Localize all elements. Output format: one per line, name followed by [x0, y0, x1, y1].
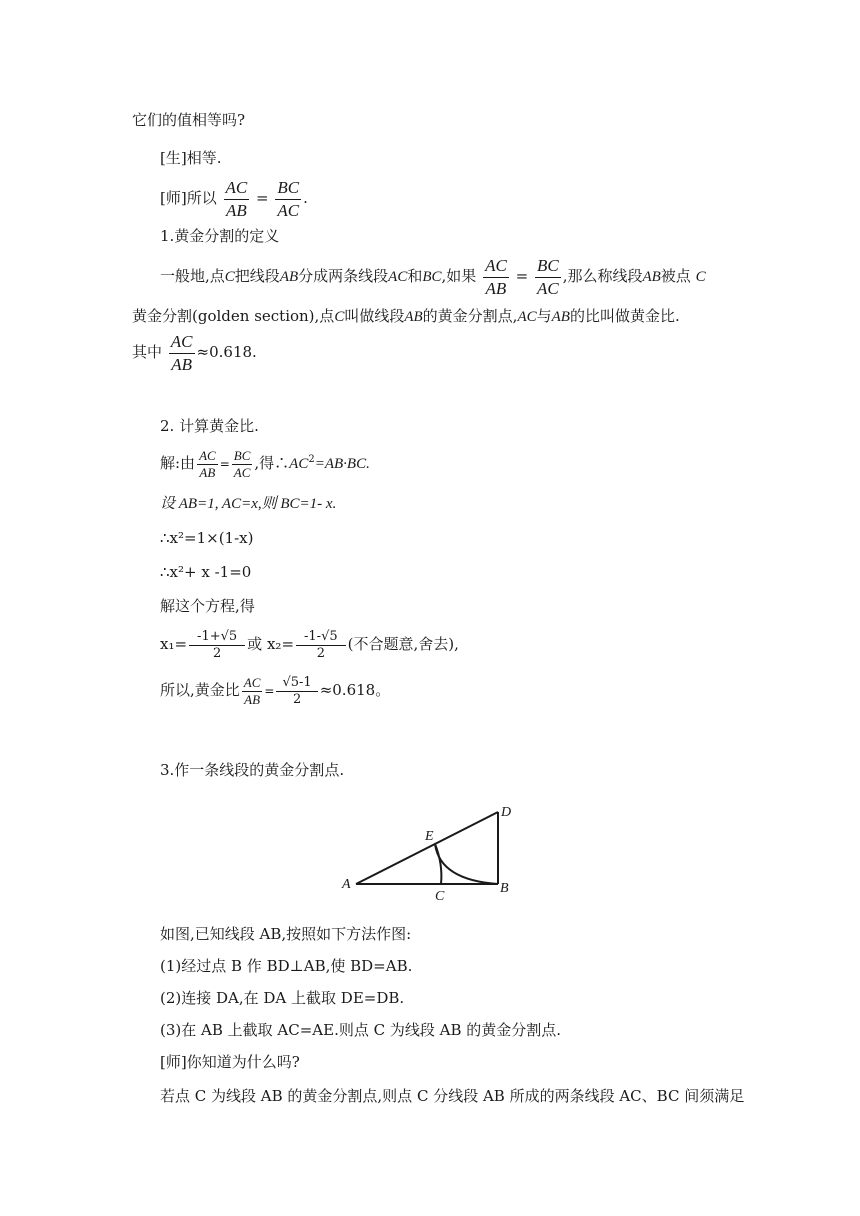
- text: 和: [407, 267, 423, 285]
- text: [师]所以: [160, 189, 217, 207]
- denominator: AB: [171, 354, 193, 374]
- text: ,得∴: [254, 454, 290, 472]
- text: 如图,已知线段 AB,按照如下方法作图:: [160, 925, 412, 943]
- text: (1)经过点 B 作 BD⊥AB,使 BD=AB.: [160, 957, 413, 975]
- paragraph-ratio: [160, 670, 390, 711]
- numerator: BC: [535, 255, 561, 278]
- fraction-ac-ab: [242, 675, 263, 708]
- numerator: AC: [169, 331, 195, 354]
- fraction-bc-ac: [275, 177, 301, 222]
- text: 2. 计算黄金比.: [160, 417, 259, 435]
- text: ≈0.618。: [319, 681, 391, 699]
- paragraph-solve: [160, 596, 255, 616]
- heading-definition: [160, 226, 279, 246]
- numerator: √5-1: [276, 675, 317, 692]
- paragraph-set: [160, 494, 336, 514]
- text: 所以,黄金比: [160, 681, 240, 699]
- fraction-ac-ab: [483, 255, 509, 300]
- text: ∴x²+ x -1=0: [160, 563, 252, 581]
- text: ,如果: [441, 267, 477, 285]
- heading-construct: [160, 760, 344, 780]
- numerator: -1-√5: [296, 629, 346, 646]
- paragraph-last: [160, 1086, 744, 1106]
- text: 其中: [132, 343, 163, 361]
- text: x₂=: [266, 635, 295, 653]
- arc-de: [435, 844, 498, 884]
- denominator: 2: [292, 691, 302, 707]
- paragraph-step1: [160, 956, 412, 976]
- fraction-bc-ac: [232, 448, 253, 481]
- equals-sign: =: [256, 189, 269, 207]
- text: 一般地,点: [160, 267, 225, 285]
- label-a: A: [342, 877, 351, 892]
- text: 解这个方程,得: [160, 597, 255, 615]
- paragraph-definition-1: [160, 254, 706, 300]
- text: 或: [247, 635, 263, 653]
- paragraph-question: [132, 110, 245, 130]
- text: AC: [517, 309, 537, 325]
- equals-sign: =: [264, 684, 275, 698]
- label-c: C: [435, 889, 445, 902]
- text: BC: [422, 269, 442, 285]
- fraction-ac-ab: [224, 177, 250, 222]
- paragraph-definition-2: [132, 306, 680, 327]
- denominator: AB: [244, 691, 261, 707]
- paragraph-teacher-question: [160, 1052, 300, 1072]
- text: 解:由: [160, 454, 196, 472]
- text: 它们的值相等吗?: [132, 111, 246, 129]
- numerator: BC: [275, 177, 301, 200]
- text: 若点 C 为线段 AB 的黄金分割点,则点 C 分线段 AB 所成的两条线段 AC、BC 间须满足: [160, 1087, 745, 1105]
- paragraph-roots: [160, 624, 459, 664]
- paragraph-student-answer: [160, 148, 221, 168]
- label-e: E: [425, 829, 434, 844]
- numerator: AC: [483, 255, 509, 278]
- denominator: AC: [536, 278, 559, 298]
- golden-section-figure: [340, 802, 520, 902]
- text: AB: [642, 269, 661, 285]
- text: ,那么称线段: [562, 267, 643, 285]
- text: AB: [404, 309, 423, 325]
- equals-sign: =: [219, 457, 230, 471]
- text: =AB·BC.: [314, 456, 370, 472]
- denominator: AC: [277, 200, 300, 220]
- fraction-ac-ab: [197, 448, 218, 481]
- text: [师]你知道为什么吗?: [160, 1053, 300, 1071]
- text: 的比叫做黄金比.: [569, 307, 680, 325]
- fraction-bc-ac: [535, 255, 561, 300]
- denominator: 2: [316, 645, 325, 661]
- label-b: B: [500, 881, 509, 896]
- text: AB: [279, 269, 299, 285]
- denominator: AC: [233, 464, 251, 480]
- denominator: AB: [199, 464, 216, 480]
- label-d: D: [501, 805, 512, 820]
- numerator: AC: [243, 674, 261, 690]
- paragraph-definition-3: [132, 330, 257, 376]
- fraction-ac-ab: [169, 331, 195, 376]
- numerator: BC: [233, 447, 251, 463]
- text: ≈0.618.: [196, 343, 257, 361]
- period: .: [303, 189, 308, 207]
- text: 把线段: [234, 267, 280, 285]
- equation-2: [160, 562, 251, 582]
- text: C: [224, 269, 235, 285]
- equals-sign: =: [515, 267, 529, 285]
- text: 1.黄金分割的定义: [160, 227, 280, 245]
- segment-da: [356, 812, 498, 884]
- text: 被点: [660, 267, 691, 285]
- text: AB: [551, 309, 570, 325]
- text: (不合题意,舍去),: [347, 635, 459, 653]
- denominator: AB: [225, 200, 247, 220]
- text: C: [334, 309, 345, 325]
- fraction-x2: [296, 629, 346, 662]
- equation-1: [160, 528, 253, 548]
- text: C: [695, 269, 706, 285]
- text: x₁=: [160, 635, 188, 653]
- denominator: AB: [485, 278, 507, 298]
- text: 设 AB=1, AC=x,则 BC=1- x.: [160, 496, 337, 512]
- text: [生]相等.: [160, 149, 222, 167]
- text: 叫做线段: [344, 307, 405, 325]
- text: 的黄金分割点,: [422, 307, 518, 325]
- paragraph-solution: 解:由 $\frac{AC}{AB}$ = $\frac{BC}{AC}$ ,得$\therefore AC^2=AB\cdot BC$.: [160, 447, 370, 480]
- paragraph-teacher-so: [160, 176, 308, 222]
- text: 与: [536, 307, 552, 325]
- text: 3.作一条线段的黄金分割点.: [160, 761, 345, 779]
- text: AC: [388, 269, 408, 285]
- numerator: AC: [224, 177, 250, 200]
- text: AC: [289, 456, 309, 472]
- numerator: AC: [199, 447, 216, 463]
- denominator: 2: [212, 645, 222, 661]
- paragraph-how: [160, 924, 411, 944]
- heading-compute: [160, 416, 259, 436]
- text: (3)在 AB 上截取 AC=AE.则点 C 为线段 AB 的黄金分割点.: [160, 1021, 562, 1039]
- paragraph-step2: [160, 988, 404, 1008]
- text: (2)连接 DA,在 DA 上截取 DE=DB.: [160, 989, 405, 1007]
- text: 分成两条线段: [298, 267, 389, 285]
- fraction-x1: [189, 629, 245, 662]
- numerator: -1+√5: [189, 629, 245, 646]
- fraction-ratio: [276, 675, 317, 708]
- text: 黄金分割(golden section),点: [132, 307, 335, 325]
- text: ∴x²=1×(1-x): [160, 529, 254, 547]
- paragraph-step3: [160, 1020, 561, 1040]
